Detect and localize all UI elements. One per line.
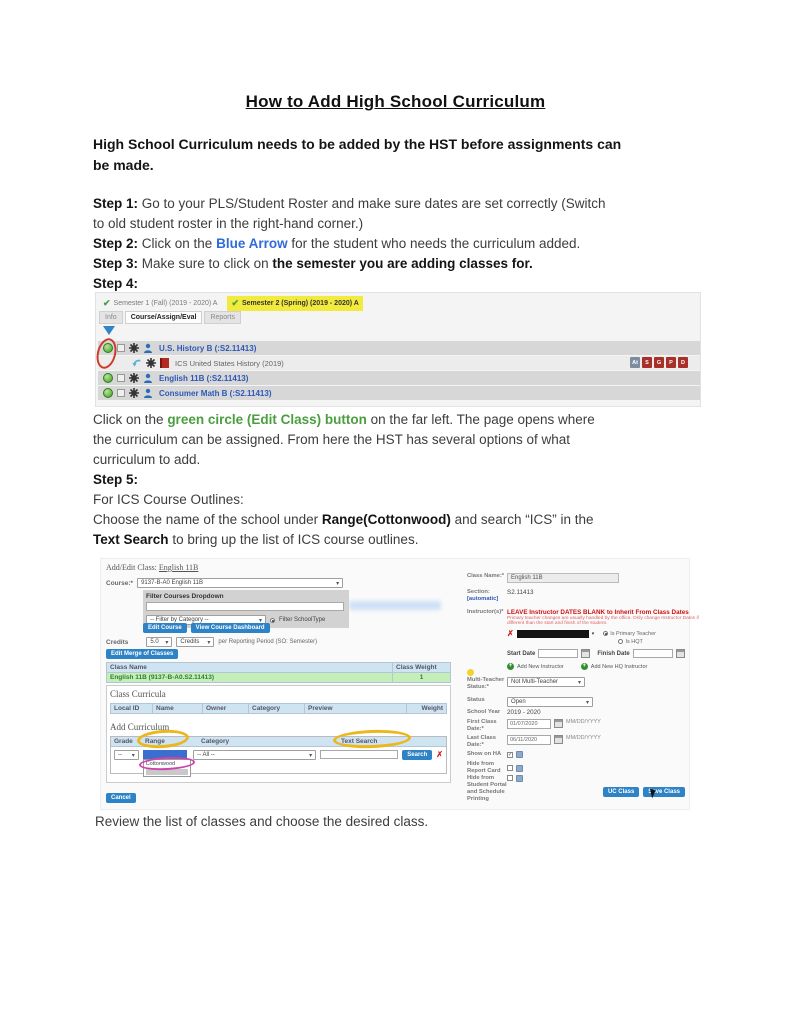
school-year-row	[467, 709, 687, 716]
step-3-bold: the semester you are adding classes for.	[272, 256, 533, 271]
grade-select[interactable]	[114, 750, 139, 760]
credits-unit: Credits	[180, 639, 200, 645]
tab-semester-1[interactable]	[99, 296, 221, 311]
last-class-date-label: Last Class Date:*	[467, 735, 496, 748]
book-icon[interactable]	[160, 358, 169, 368]
tab-course-assign-eval[interactable]: Course/Assign/Eval	[125, 311, 203, 324]
curriculum-label: ICS United States History (2019)	[175, 358, 284, 368]
edit-class-icon[interactable]	[103, 373, 113, 383]
primary-teacher-radio[interactable]	[603, 631, 608, 636]
add-icon[interactable]: +	[582, 663, 587, 669]
class-row-name: English 11B (9137-B-A0.S2.11413)	[107, 673, 393, 683]
checkbox-icon[interactable]	[117, 374, 125, 382]
section-row	[467, 589, 687, 603]
date-format-hint: MM/DD/YYYY	[566, 719, 601, 725]
dropdown-arrow-icon: ▾	[591, 630, 595, 637]
person-icon[interactable]	[143, 388, 153, 398]
col-range: Range	[145, 738, 165, 745]
step-4-label: Step 4:	[93, 276, 139, 291]
instructors-block	[507, 609, 699, 670]
class-rows	[98, 341, 700, 401]
last-class-date-row	[467, 735, 687, 749]
text-search-input[interactable]	[320, 750, 398, 759]
step-2-label: Step 2:	[93, 236, 139, 251]
finish-date-input[interactable]	[633, 649, 673, 658]
schooltype-radio[interactable]	[270, 618, 275, 623]
class-row-weight: 1	[393, 673, 451, 683]
save-class-button[interactable]	[643, 787, 685, 797]
add-hq-instructor-label[interactable]: Add New HQ Instructor	[590, 663, 648, 670]
calendar-icon[interactable]	[581, 649, 590, 658]
check-icon: ✔	[103, 298, 111, 308]
edit-class-icon[interactable]	[103, 388, 113, 398]
col-text-search: Text Search	[341, 738, 378, 745]
multi-teacher-row	[467, 677, 687, 691]
col-local-id: Local ID	[111, 704, 153, 714]
roster-nav-tabs	[99, 311, 241, 324]
course-value: 9137-B-A0 English 11B	[141, 580, 204, 586]
class-table-row[interactable]	[107, 673, 451, 683]
choose-line-2	[93, 530, 595, 550]
multi-teacher-value: Not Multi-Teacher	[511, 679, 559, 685]
title-class-link[interactable]: English 11B	[158, 563, 199, 572]
col-grade: Grade	[114, 738, 133, 745]
intro-paragraph	[93, 134, 621, 176]
step-2-pre: Click on the	[141, 236, 213, 251]
add-icon[interactable]: +	[508, 663, 513, 669]
add-curriculum-title: Add Curriculum	[110, 722, 170, 732]
range-option-cottonwood[interactable]: Cottonwood	[145, 761, 176, 767]
instructors-label: Instructor(s)*	[467, 609, 504, 615]
first-class-date-input[interactable]	[507, 719, 551, 729]
class-row-consumer-math	[98, 386, 700, 400]
last-class-date-value: 06/11/2020	[510, 737, 538, 743]
search-button[interactable]: Search	[402, 750, 432, 760]
intro-line-1: High School Curriculum needs to be added by the HST before assignments can	[93, 136, 622, 152]
curriculum-badges	[630, 357, 688, 368]
add-edit-class-title	[106, 563, 198, 572]
filter-title: Filter Courses Dropdown	[146, 593, 224, 600]
primary-teacher-option[interactable]	[603, 631, 656, 637]
col-name: Name	[153, 704, 203, 714]
choose-post: and search “ICS” in the	[454, 512, 594, 527]
status-label: Status	[467, 697, 485, 703]
badge-icon[interactable]: At	[630, 357, 640, 368]
course-select[interactable]	[137, 578, 343, 588]
edit-course-button[interactable]: Edit Course	[143, 623, 187, 633]
category-select[interactable]	[193, 750, 316, 760]
col-category: Category	[249, 704, 305, 714]
first-class-date-row	[467, 719, 687, 733]
class-weight-header: Class Weight	[393, 663, 451, 673]
choose2-post: to bring up the list of ICS course outlines.	[172, 532, 419, 547]
date-format-hint: MM/DD/YYYY	[566, 735, 601, 741]
start-date-input[interactable]	[538, 649, 578, 658]
show-on-ha-checkbox[interactable]: ✓	[508, 751, 513, 758]
checkbox-icon[interactable]	[117, 344, 125, 352]
para-line-3: curriculum to add.	[93, 452, 201, 467]
calendar-icon[interactable]	[554, 735, 563, 744]
ics-outline-line: For ICS Course Outlines:	[93, 492, 244, 507]
add-instructor-label[interactable]: Add New Instructor	[517, 663, 564, 670]
text-search-text: Text Search	[93, 532, 169, 547]
step-1-label: Step 1:	[93, 196, 139, 211]
badge-icon[interactable]: D	[678, 357, 688, 368]
blue-arrow-text: Blue Arrow	[216, 236, 288, 251]
range-dropdown[interactable]	[143, 750, 189, 767]
hide-portal-label: Hide from Student Portal and Schedule Printing	[467, 775, 507, 802]
semester-2-label: Semester 2 (Spring) (2019 - 2020) A	[241, 300, 359, 307]
green-circle-text: green circle (Edit Class) button	[167, 412, 367, 427]
class-details-panel	[467, 559, 699, 811]
add-curriculum-table	[110, 736, 447, 774]
badge-icon[interactable]: P	[666, 357, 676, 368]
roster-screenshot	[95, 292, 701, 407]
curved-arrow-icon[interactable]	[132, 358, 142, 368]
close-icon[interactable]: ✗	[436, 750, 443, 759]
para-pre: Click on the	[93, 412, 164, 427]
class-link[interactable]: Consumer Math B (:S2.11413)	[159, 388, 272, 398]
semester-1-label: Semester 1 (Fall) (2019 - 2020) A	[113, 300, 218, 307]
remove-instructor-icon[interactable]: ✗	[507, 629, 514, 638]
hqt-radio[interactable]	[618, 639, 623, 644]
credits-label: Credits	[106, 638, 129, 646]
para-post: on the far left. The page opens where	[370, 412, 595, 427]
step-3-pre: Make sure to click on	[141, 256, 269, 271]
para-line-1	[93, 410, 595, 430]
class-curricula-title: Class Curricula	[110, 689, 166, 699]
instructors-row	[467, 609, 699, 670]
person-icon[interactable]	[143, 343, 153, 353]
save-buttons	[603, 787, 685, 797]
class-link[interactable]: U.S. History B (:S2.11413)	[159, 343, 257, 353]
gear-icon[interactable]	[129, 388, 139, 398]
step-1-line-2: to old student roster in the right-hand corner.)	[93, 216, 364, 231]
hqt-label: Is HQT	[625, 639, 643, 645]
school-year-value: 2019 - 2020	[507, 709, 541, 716]
instructor-warning-bold: LEAVE Instructor DATES BLANK to Inherit From Class Dates	[507, 609, 689, 616]
col-category: Category	[201, 738, 230, 745]
add-edit-class-screenshot	[100, 558, 699, 810]
class-curricula-box	[106, 685, 451, 783]
hide-report-card-label: Hide from Report Card	[467, 761, 501, 774]
filter-category-value: -- Filter by Category --	[150, 617, 209, 623]
tab-info[interactable]: Info	[99, 311, 123, 324]
step-2-post: for the student who needs the curriculum added.	[291, 236, 581, 251]
step-4-line	[93, 274, 606, 294]
course-row	[106, 578, 343, 588]
add-curriculum-controls	[111, 747, 446, 767]
class-row-us-history	[98, 341, 700, 355]
last-class-date-input[interactable]	[507, 735, 551, 745]
badge-icon[interactable]: G	[654, 357, 664, 368]
class-name-header: Class Name	[107, 663, 393, 673]
steps-block	[93, 194, 606, 294]
instructor-name-redacted[interactable]	[517, 630, 589, 638]
info-icon[interactable]	[516, 775, 523, 782]
class-name-label: Class Name:*	[467, 573, 505, 579]
filter-input[interactable]	[146, 602, 344, 611]
title-prefix: Add/Edit Class:	[106, 563, 157, 572]
class-link[interactable]: English 11B (:S2.11413)	[159, 373, 249, 383]
yellow-dot-annotation	[467, 669, 474, 676]
step-3-label: Step 3:	[93, 256, 139, 271]
person-icon[interactable]	[143, 373, 153, 383]
cancel-button[interactable]: Cancel	[106, 793, 136, 803]
credits-value: 5.0	[150, 639, 159, 645]
check-icon: ✔	[231, 298, 239, 308]
gear-icon[interactable]	[129, 373, 139, 383]
para-line-2: the curriculum can be assigned. From here the HST has several options of what	[93, 432, 570, 447]
view-course-dashboard-button[interactable]: View Course Dashboard	[191, 623, 270, 633]
checkbox-icon[interactable]	[117, 389, 125, 397]
section-automatic: [automatic]	[467, 596, 499, 602]
page-title: How to Add High School Curriculum	[245, 92, 546, 111]
instructor-warning-small-2: different than the start and finish of the student.	[507, 621, 608, 626]
col-preview: Preview	[305, 704, 407, 714]
choose-line-1	[93, 510, 595, 530]
first-class-date-value: 01/07/2020	[510, 721, 538, 727]
schooltype-label: Filter SchoolType	[279, 617, 326, 623]
tab-reports[interactable]: Reports	[204, 311, 241, 324]
calendar-icon[interactable]	[554, 719, 563, 728]
info-icon[interactable]	[516, 765, 523, 772]
calendar-icon[interactable]	[676, 649, 685, 658]
status-row	[467, 697, 687, 707]
add-instructor-row	[507, 663, 699, 670]
credits-suffix: per Reporting Period (SO: Semester)	[218, 639, 318, 645]
course-buttons	[143, 623, 270, 633]
edit-merge-button[interactable]: Edit Merge of Classes	[106, 649, 178, 659]
curriculum-row-ics-history	[98, 356, 700, 370]
class-name-input[interactable]	[507, 573, 619, 583]
curricula-table	[110, 703, 447, 714]
credits-row	[106, 637, 317, 647]
uc-class-button[interactable]: UC Class	[603, 787, 639, 797]
multi-teacher-select[interactable]	[507, 677, 585, 687]
credits-unit-select[interactable]	[176, 637, 214, 647]
step-4-explanation	[93, 410, 595, 550]
gear-icon[interactable]	[146, 358, 156, 368]
school-year-label: School Year	[467, 709, 501, 715]
first-class-date-label: First Class Date:*	[467, 719, 497, 732]
instructor-warning-small-1: Primary teacher changes are usually handled by the office. Only change Instructor Dates if	[507, 616, 699, 621]
col-weight: Weight	[407, 704, 447, 714]
show-on-ha-label: Show on HA	[467, 751, 502, 757]
cancel-row	[106, 793, 136, 803]
filter-triangle-icon[interactable]	[103, 326, 115, 335]
course-label: Course:*	[106, 579, 134, 587]
tab-semester-2[interactable]	[227, 296, 362, 311]
section-value: S2.11413	[507, 589, 534, 596]
class-name-value: English 11B	[511, 575, 543, 581]
start-date-label: Start Date	[507, 650, 536, 657]
category-value: -- All --	[197, 752, 215, 758]
intro-line-2: be made.	[93, 157, 154, 173]
grade-value: --	[118, 752, 122, 758]
section-label-text: Section:	[467, 589, 490, 595]
status-select[interactable]	[507, 697, 593, 707]
instructor-dates-row	[507, 649, 699, 658]
status-value: Open	[511, 699, 526, 705]
step-2-line	[93, 234, 606, 254]
info-icon[interactable]	[516, 751, 523, 758]
step-1-text: Go to your PLS/Student Roster and make sure dates are set correctly (Switch	[141, 196, 606, 211]
save-class-label: Save Class	[648, 789, 680, 795]
step-5-label: Step 5:	[93, 472, 139, 487]
badge-icon[interactable]: S	[642, 357, 652, 368]
course-panel	[106, 559, 464, 811]
credits-value-select[interactable]	[146, 637, 172, 647]
closing-line: Review the list of classes and choose the desired class.	[95, 814, 429, 829]
col-owner: Owner	[203, 704, 249, 714]
step-3-line	[93, 254, 606, 274]
primary-teacher-label: Is Primary Teacher	[610, 630, 656, 637]
range-cottonwood-text: Range(Cottonwood)	[321, 512, 451, 527]
section-label	[467, 589, 507, 603]
show-on-ha-row	[467, 751, 687, 758]
class-table	[106, 662, 451, 683]
class-name-row	[467, 573, 687, 583]
hqt-option[interactable]	[507, 639, 699, 645]
hide-report-card-checkbox[interactable]	[507, 765, 513, 771]
multi-teacher-label: Multi-Teacher Status:*	[467, 677, 505, 690]
instructor-select-row	[507, 629, 699, 638]
class-row-english	[98, 371, 700, 385]
step-1-line	[93, 194, 606, 214]
hide-report-card-row	[467, 761, 687, 775]
gear-icon[interactable]	[129, 343, 139, 353]
merge-row	[106, 649, 178, 659]
choose-pre: Choose the name of the school under	[93, 512, 319, 527]
finish-date-label: Finish Date	[597, 650, 630, 657]
semester-tabs	[99, 296, 363, 311]
hide-portal-checkbox[interactable]	[507, 775, 513, 781]
